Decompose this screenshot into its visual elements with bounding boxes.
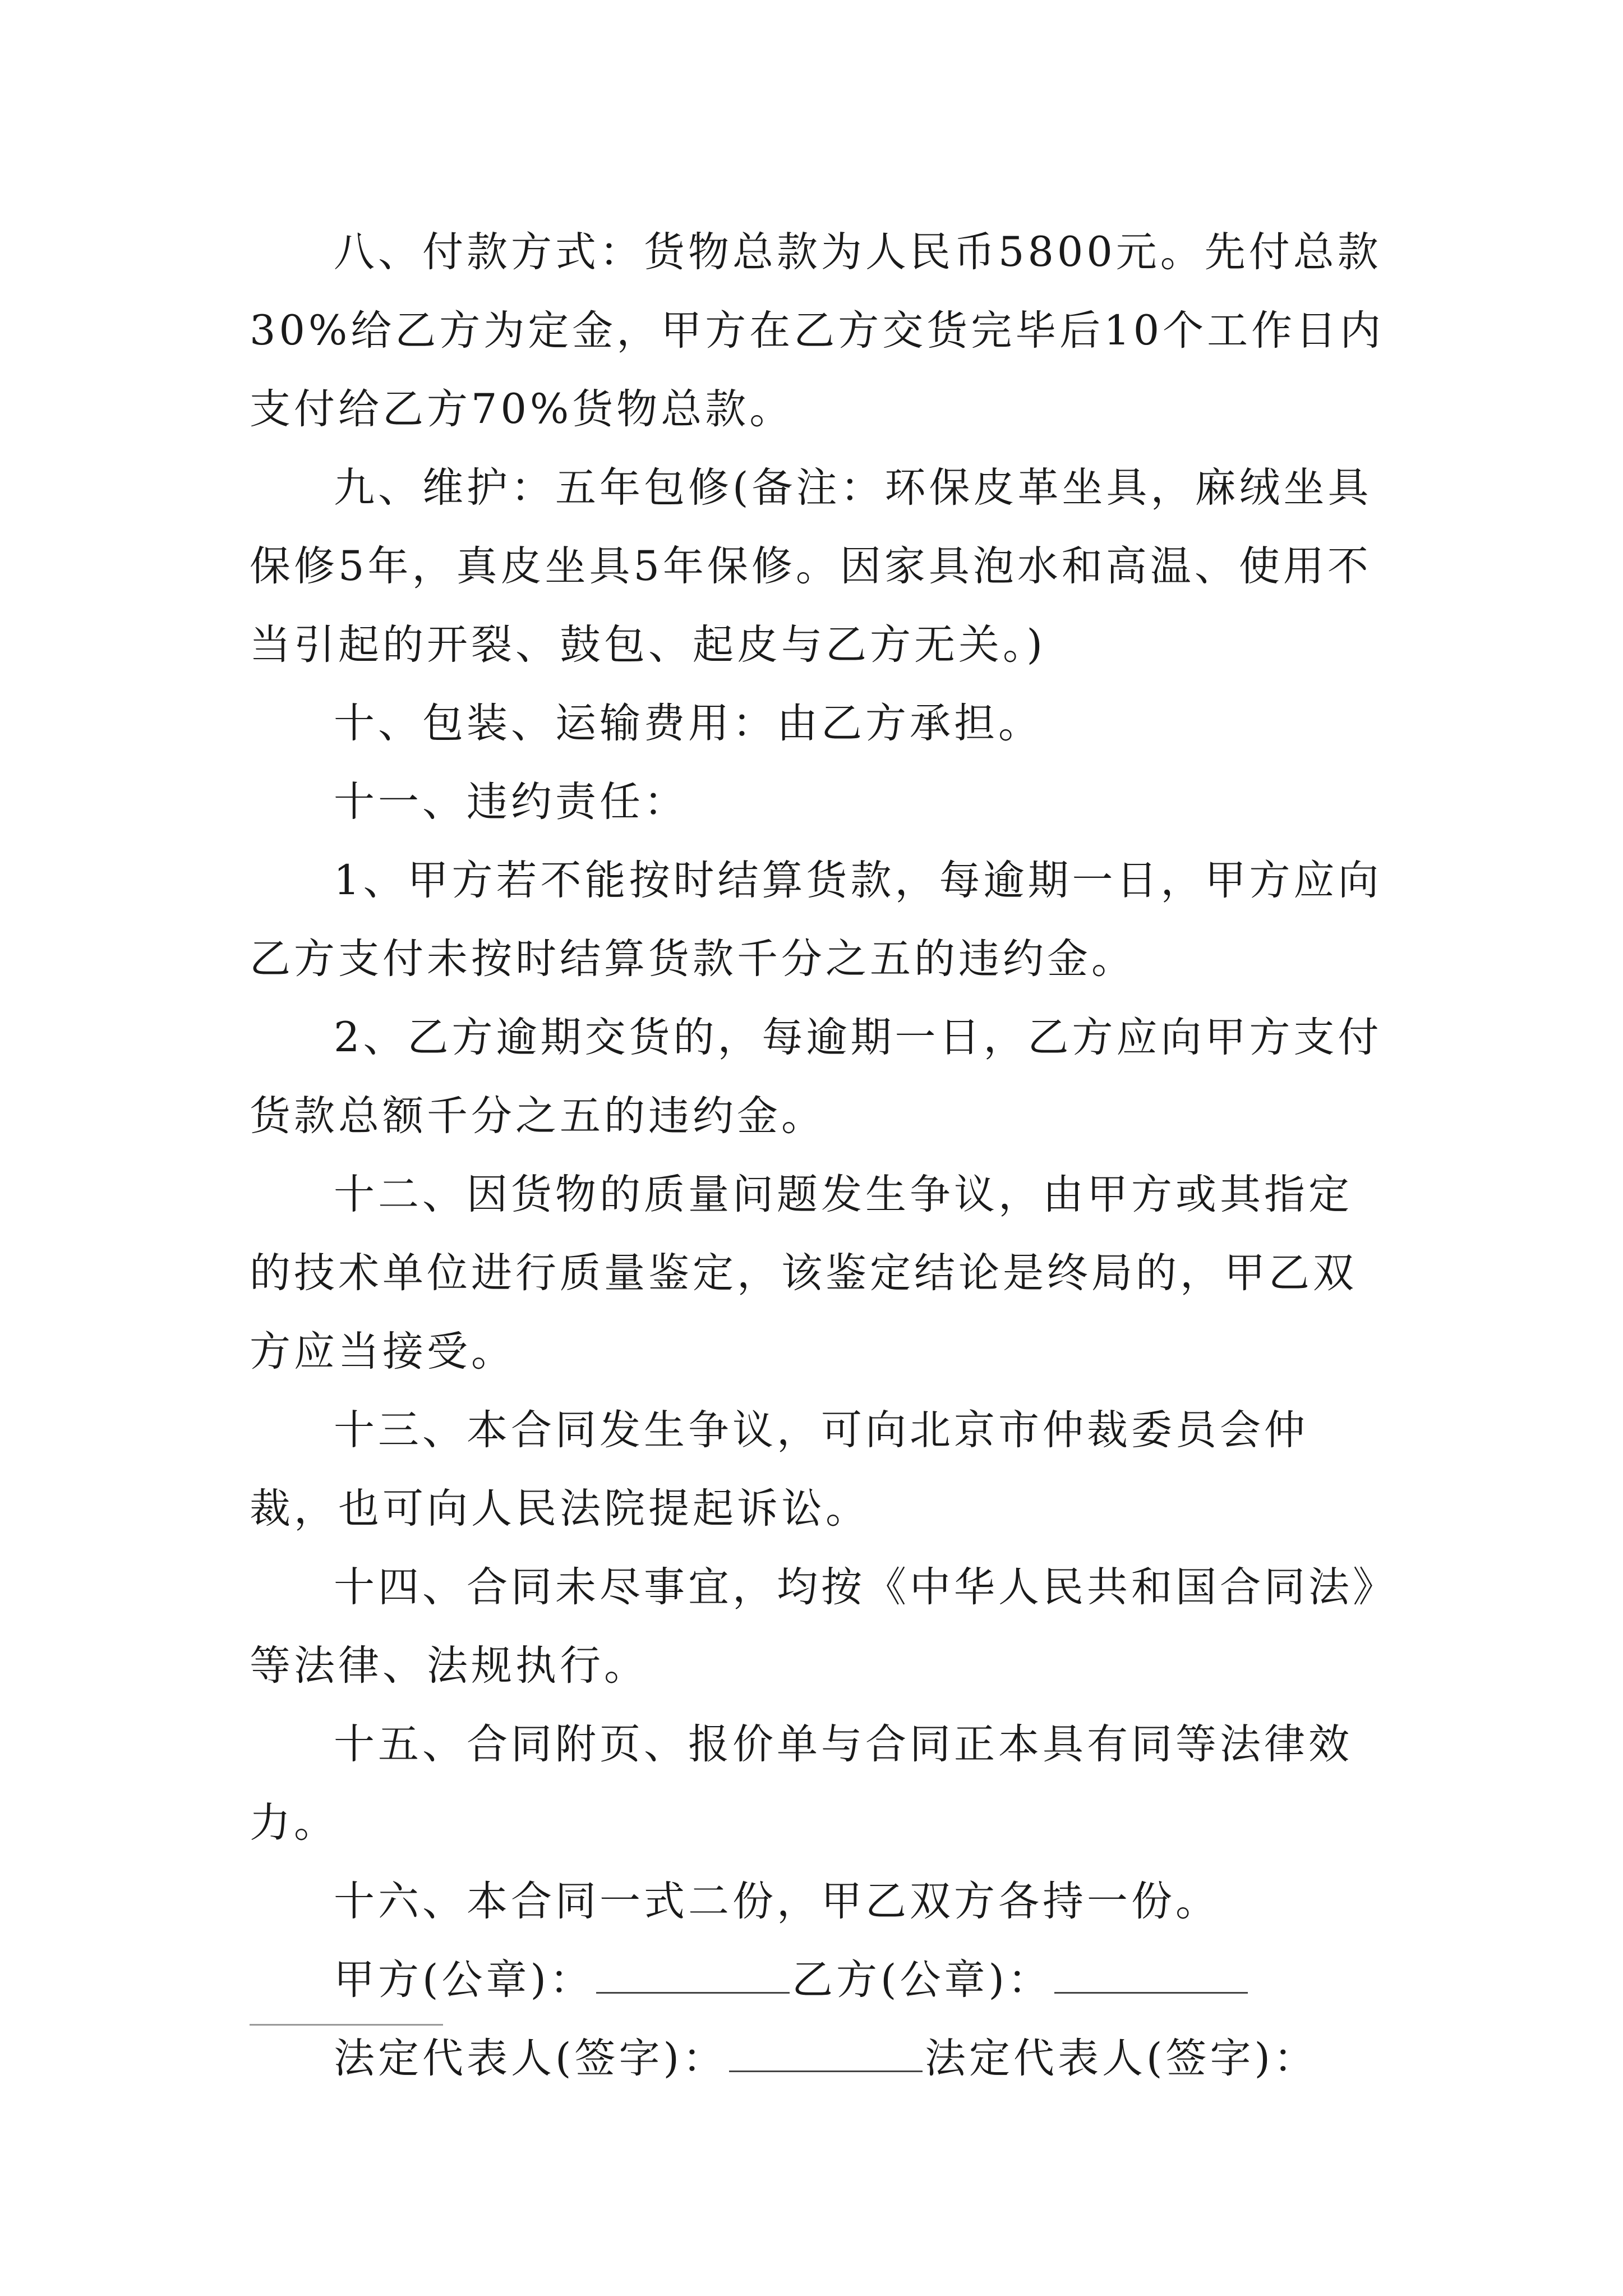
- clause-11-item-1: 1、甲方若不能按时结算货款，每逾期一日，甲方应向乙方支付未按时结算货款千分之五的违约金。: [250, 857, 1382, 983]
- party-a-rep-label: 法定代表人(签字)：: [334, 2035, 727, 2082]
- representative-line: [250, 2019, 1394, 2098]
- clause-12-quality: 十二、因货物的质量问题发生争议，由甲方或其指定的技术单位进行质量鉴定，该鉴定结论是终局的，甲乙双方应当接受。: [250, 1171, 1357, 1375]
- footnote-separator: [250, 2024, 443, 2026]
- clause-14-other: 十四、合同未尽事宜，均按《中华人民共和国合同法》等法律、法规执行。: [250, 1563, 1377, 1690]
- clause-11-liability: 十一、违约责任：: [334, 778, 688, 826]
- party-a-seal-blank: [596, 1958, 790, 1994]
- clause-10-packaging: 十、包装、运输费用：由乙方承担。: [334, 700, 1043, 747]
- contract-body: [250, 213, 1394, 2098]
- party-b-rep-label: 法定代表人(签字)：: [924, 2035, 1318, 2082]
- seal-line: [250, 1941, 1394, 2019]
- party-b-seal-blank: [1054, 1958, 1248, 1994]
- clause-16-copies: 十六、本合同一式二份，甲乙双方各持一份。: [334, 1878, 1220, 1925]
- party-b-seal-label: 乙方(公章)：: [791, 1956, 1052, 2004]
- party-a-rep-blank: [729, 2037, 923, 2072]
- clause-11-item-2: 2、乙方逾期交货的，每逾期一日，乙方应向甲方支付货款总额千分之五的违约金。: [250, 1014, 1382, 1140]
- clause-8-payment: 八、付款方式：货物总款为人民币5800元。先付总款30%给乙方为定金，甲方在乙方交货完毕后10个工作日内支付给乙方70%货物总款。: [250, 228, 1385, 433]
- party-a-seal-label: 甲方(公章)：: [334, 1956, 594, 2004]
- clause-9-maintenance: 九、维护：五年包修(备注：环保皮革坐具，麻绒坐具保修5年，真皮坐具5年保修。因家具泡水和高温、使用不当引起的开裂、鼓包、起皮与乙方无关。): [250, 464, 1372, 669]
- clause-13-dispute: 十三、本合同发生争议，可向北京市仲裁委员会仲裁，也可向人民法院提起诉讼。: [250, 1406, 1308, 1533]
- clause-15-appendix: 十五、合同附页、报价单与合同正本具有同等法律效力。: [250, 1720, 1353, 1847]
